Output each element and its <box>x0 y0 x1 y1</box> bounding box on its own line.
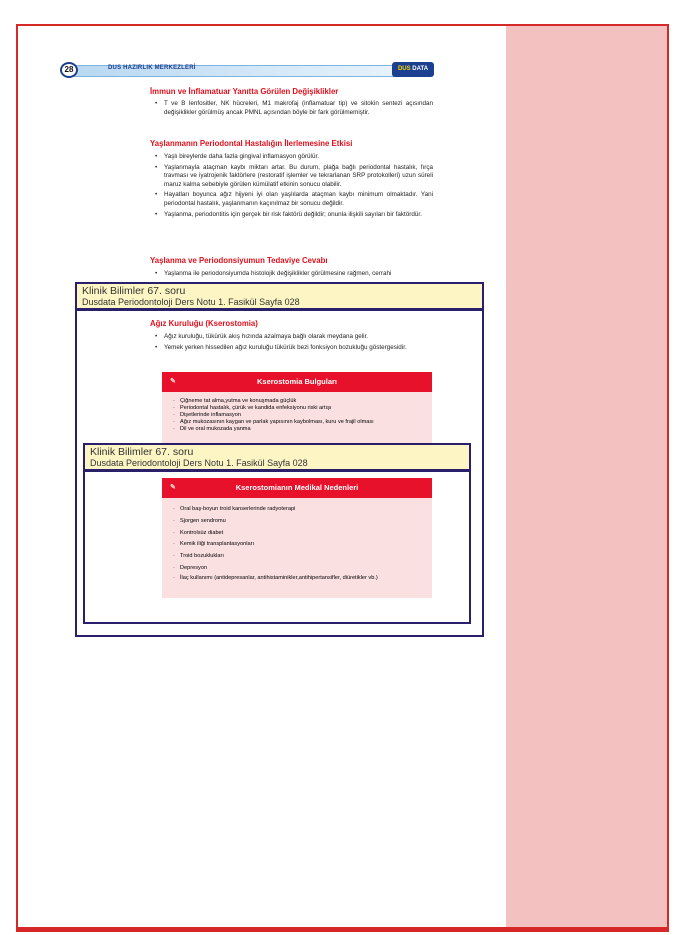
side-panel <box>506 26 667 927</box>
brand-logo <box>392 62 434 77</box>
list-item: • Yaşlanma, periodontitis için gerçek bir risk faktörü değildir; onunla ilişkili sayıları bir faktördür. <box>158 211 433 220</box>
list-item: · Periodontal hastalık, çürük ve kandida enfeksiyonu riski artışı <box>174 405 426 412</box>
note-title: Klinik Bilimler 67. soru <box>82 285 186 297</box>
list-item: · Troid bozuklukları <box>174 551 426 563</box>
section-treatment-body <box>150 270 433 281</box>
causes-card <box>162 478 432 598</box>
causes-card-title: Kserostomianın Medikal Nedenleri <box>235 483 359 492</box>
findings-card <box>162 372 432 444</box>
section-title-treatment: Yaşlanma ve Periodonsiyumun Tedaviye Cevabı <box>150 256 328 265</box>
list-item: · Ağız mukozasının kaygan ve parlak yapısının kaybolması, kuru ve frajil olması <box>174 419 426 426</box>
list-item: • Yaşlanma ile periodonsiyumda histolojik değişiklikler görülmesine rağmen, cerrahi <box>158 270 433 279</box>
findings-card-header <box>162 372 432 392</box>
bullet-list <box>150 100 433 117</box>
bullet-list <box>150 153 433 219</box>
annotation-note-1[interactable] <box>75 282 484 310</box>
section-title-aging: Yaşlanmanın Periodontal Hastalığın İlerlemesine Etkisi <box>150 139 353 148</box>
note-source: Dusdata Periodontoloji Ders Notu 1. Fasikül Sayfa 028 <box>90 458 308 468</box>
note-source: Dusdata Periodontoloji Ders Notu 1. Fasikül Sayfa 028 <box>82 297 300 307</box>
bullet-list <box>150 270 433 279</box>
list-item: • Hayatları boyunca ağız hijyeni iyi olan yaşlılarda ataçman kaybı minimum olmaktadır. Yani periodontal hastalık, yaşlanmanın kaçınılmaz bir sonucu değildir. <box>158 191 433 208</box>
list-item: · Depresyon <box>174 563 426 575</box>
section-title-xerostomia: Ağız Kuruluğu (Kserostomia) <box>150 319 258 328</box>
list-item: · İlaç kullanımı (antidepresanlar, antihistaminikler,antihipertansifler, diüretikler vb.) <box>174 575 426 582</box>
pencil-icon: ✎ <box>170 378 176 385</box>
header-title: DUS HAZIRLIK MERKEZLERİ <box>108 65 196 71</box>
pencil-icon: ✎ <box>170 484 176 491</box>
list-item: · Kontrolsüz diabet <box>174 528 426 540</box>
list-item: · Oral baş-boyun troid kanserlerinde radyoterapi <box>174 504 426 516</box>
list-item: · Sjorgen sendromu <box>174 516 426 528</box>
logo-accent: DUS <box>397 66 411 72</box>
findings-list <box>162 392 432 439</box>
list-item: · Kemik iliği transplantasyonları <box>174 539 426 551</box>
note-title: Klinik Bilimler 67. soru <box>90 446 194 458</box>
list-item: • Yemek yerken hissedilen ağız kuruluğu tükürük bezi fonksiyon bozukluğu göstergesidir. <box>158 344 433 353</box>
section-aging-body <box>150 153 433 221</box>
list-item: • Yaşlanmayla ataçman kaybı miktarı artar. Bu durum, plağa bağlı periodontal hastalık, fırça travması ve iyatrojenik faktörlere (restoratif işlemler ve tekrarlanan SRP protokolleri) uzun süreli maruz kalma sebebiyle görülen kümülatif etkinin sonucu olabilir. <box>158 164 433 190</box>
section-immune-body <box>150 100 433 119</box>
list-item: • T ve B lenfositler, NK hücreleri, M1 makrofaj (inflamatuar tip) ve sitokin sentezi açısından değişiklikler görülmüş ancak PMNL açısından böyle bir fark görülmemiştir. <box>158 100 433 117</box>
causes-list <box>162 498 432 588</box>
annotation-note-2[interactable] <box>83 443 471 471</box>
page-header <box>60 62 440 78</box>
list-item: • Ağız kuruluğu, tükürük akış hızında azalmaya bağlı olarak meydana gelir. <box>158 333 433 342</box>
list-item: • Yaşlı bireylerde daha fazla gingival inflamasyon görülür. <box>158 153 433 162</box>
section-title-immune: İmmun ve İnflamatuar Yanıtta Görülen Değişiklikler <box>150 87 339 96</box>
logo-text: DATA <box>412 66 429 72</box>
list-item: · Çiğneme tat alma,yutma ve konuşmada güçlük <box>174 398 426 405</box>
findings-card-title: Kserostomia Bulguları <box>256 377 338 386</box>
causes-card-header <box>162 478 432 498</box>
section-xerostomia-body <box>150 333 433 354</box>
page-number: 28 <box>60 62 78 78</box>
bullet-list <box>150 333 433 352</box>
list-item: · Dil ve oral mukozada yanma <box>174 426 426 433</box>
list-item: · Dişetlerinde inflamasyon <box>174 412 426 419</box>
